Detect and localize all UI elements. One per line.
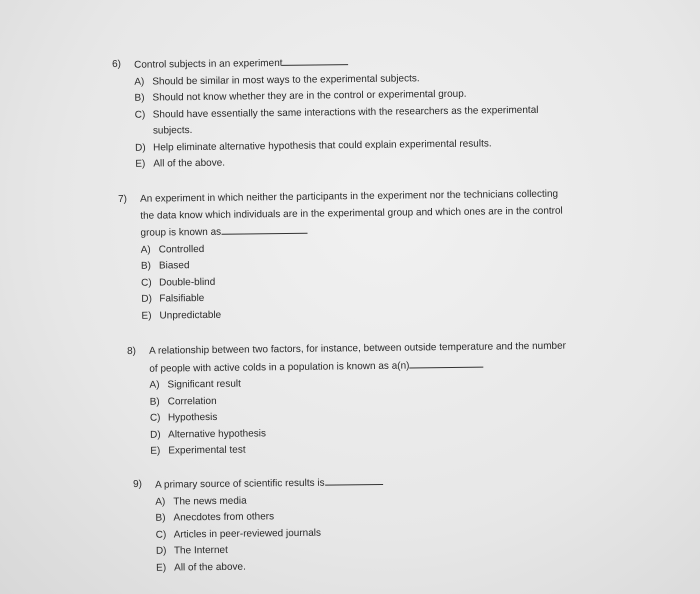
option-d: D) The Internet	[155, 544, 228, 557]
option-b: B) Correlation	[149, 395, 217, 408]
question-text-line-2: of people with active colds in a population is known as a(n)	[149, 360, 410, 375]
option-c: C) Articles in peer-reviewed journals	[155, 527, 322, 541]
question-number: 8)	[127, 345, 137, 357]
question-8	[127, 338, 628, 461]
question-number: 9)	[133, 478, 143, 490]
option-c: C) Hypothesis	[149, 411, 218, 424]
answer-blank	[409, 356, 483, 368]
option-c-continuation: subjects.	[152, 125, 193, 137]
option-list	[134, 68, 613, 173]
option-e: E) All of the above.	[135, 157, 226, 170]
question-text: Control subjects in an experiment	[134, 57, 283, 71]
option-d: D) Alternative hypothesis	[150, 427, 267, 441]
question-stem	[127, 338, 627, 378]
question-text-line-2: the data know which individuals are in the experimental group and which ones are in the control	[140, 205, 563, 222]
answer-blank	[282, 54, 348, 66]
option-e: E) All of the above.	[156, 561, 246, 574]
question-number: 6)	[112, 58, 122, 70]
question-7	[118, 186, 630, 325]
question-text-line-3: group is known as	[140, 226, 222, 239]
question-stem	[118, 186, 629, 243]
option-list	[149, 372, 628, 460]
option-c: C) Should have essentially the same interactions with the researchers as the experimental	[134, 104, 539, 121]
question-6	[112, 51, 613, 174]
question-number: 7)	[118, 193, 128, 205]
question-text-line-1: A relationship between two factors, for instance, between outside temperature and the number	[149, 340, 567, 357]
answer-blank	[324, 474, 382, 486]
option-b: B) Should not know whether they are in the control or experimental group.	[134, 88, 467, 104]
option-c: C) Double-blind	[141, 276, 216, 289]
option-a: A) The news media	[155, 495, 247, 508]
answer-blank	[221, 223, 307, 235]
option-d: D) Falsifiable	[141, 292, 205, 305]
option-list	[141, 236, 630, 324]
question-9	[133, 472, 554, 577]
option-b: B) Biased	[140, 260, 190, 272]
option-b: B) Anecdotes from others	[155, 511, 275, 524]
option-a: A) Controlled	[140, 243, 205, 256]
question-text: A primary source of scientific results is	[155, 477, 325, 491]
option-list	[155, 489, 554, 576]
option-a: A) Should be similar in most ways to the experimental subjects.	[134, 72, 420, 88]
question-text-line-1: An experiment in which neither the participants in the experiment nor the technicians collecting	[140, 188, 559, 205]
option-d: D) Help eliminate alternative hypothesis that could explain experimental results.	[135, 137, 492, 154]
option-e: E) Unpredictable	[141, 309, 222, 322]
option-a: A) Significant result	[149, 378, 241, 391]
option-e: E) Experimental test	[150, 444, 246, 457]
